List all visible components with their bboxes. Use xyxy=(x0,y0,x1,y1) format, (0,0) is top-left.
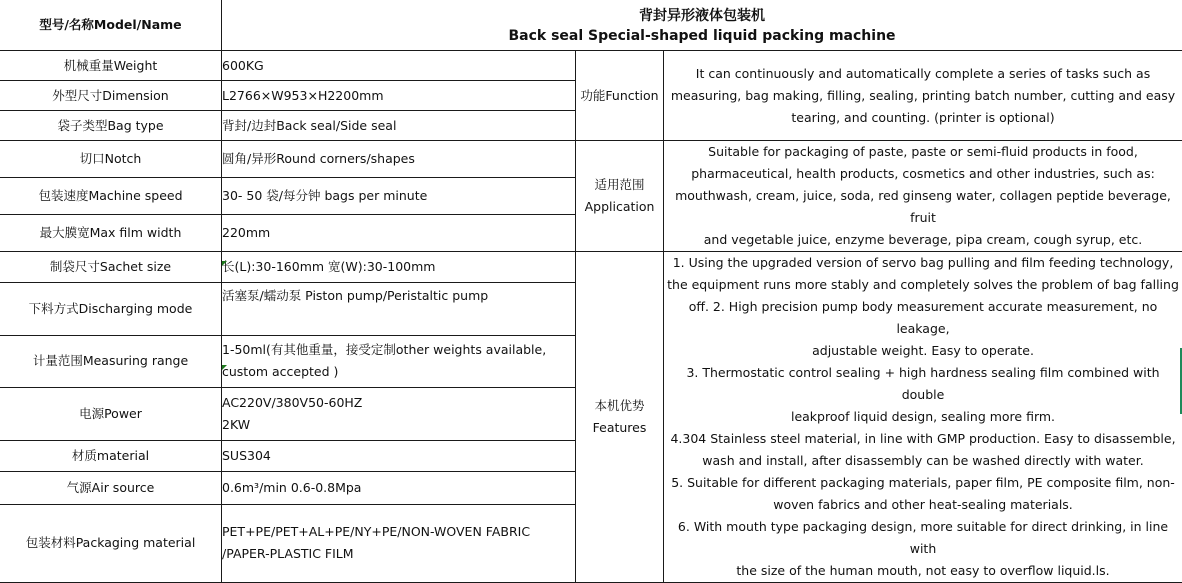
spec-label[interactable]: 制袋尺寸Sachet size xyxy=(0,252,222,283)
features-label[interactable] xyxy=(576,252,664,583)
spec-row xyxy=(0,252,1182,283)
spec-value[interactable] xyxy=(222,388,576,441)
power-line: 2KW xyxy=(222,414,575,436)
spec-label[interactable]: 材质material xyxy=(0,441,222,472)
function-line: tearing, and counting. (printer is optional) xyxy=(664,107,1182,129)
features-line: 5. Suitable for different packaging materials, paper film, PE composite film, non- xyxy=(664,472,1182,494)
features-line: the equipment runs more stably and completely solves the problem of bag falling xyxy=(664,274,1182,296)
features-line: wash and install, after disassembly can be washed directly with water. xyxy=(664,450,1182,472)
power-line: AC220V/380V50-60HZ xyxy=(222,392,575,414)
spec-row xyxy=(0,141,1182,178)
features-line: woven fabrics and other heat-sealing materials. xyxy=(664,494,1182,516)
spec-label[interactable]: 电源Power xyxy=(0,388,222,441)
features-line: the size of the human mouth, not easy to overflow liquid.ls. xyxy=(664,560,1182,582)
model-name-label[interactable]: 型号/名称Model/Name xyxy=(0,0,222,51)
spec-value[interactable]: 长(L):30-160mm 宽(W):30-100mm xyxy=(222,252,576,283)
features-description[interactable] xyxy=(664,252,1182,583)
spec-value[interactable]: 30- 50 袋/每分钟 bags per minute xyxy=(222,178,576,215)
spec-label[interactable]: 下料方式Discharging mode xyxy=(0,282,222,335)
features-line: 3. Thermostatic control sealing + high hardness sealing film combined with double xyxy=(664,362,1182,406)
spec-label[interactable]: 包装材料Packaging material xyxy=(0,504,222,582)
features-label-en: Features xyxy=(576,417,663,439)
spec-label[interactable]: 切口Notch xyxy=(0,141,222,178)
spec-row xyxy=(0,51,1182,81)
spec-value[interactable]: 1-50ml(有其他重量，接受定制other weights available, custom accepted ) xyxy=(222,335,576,388)
packaging-line: PET+PE/PET+AL+PE/NY+PE/NON-WOVEN FABRIC xyxy=(222,521,575,543)
spec-label[interactable]: 外型尺寸Dimension xyxy=(0,81,222,111)
application-label-cn: 适用范围 xyxy=(576,174,663,196)
application-description[interactable] xyxy=(664,141,1182,252)
spec-value[interactable]: 600KG xyxy=(222,51,576,81)
features-line: 4.304 Stainless steel material, in line with GMP production. Easy to disassemble, xyxy=(664,428,1182,450)
spec-value[interactable]: 背封/边封Back seal/Side seal xyxy=(222,111,576,141)
comment-marker-icon[interactable] xyxy=(222,365,227,370)
spec-label[interactable]: 计量范围Measuring range xyxy=(0,335,222,388)
spec-value[interactable]: 0.6m³/min 0.6-0.8Mpa xyxy=(222,471,576,504)
application-line: mouthwash, cream, juice, soda, red ginseng water, collagen peptide beverage, fruit xyxy=(664,185,1182,229)
features-label-cn: 本机优势 xyxy=(576,395,663,417)
spec-label[interactable]: 气源Air source xyxy=(0,471,222,504)
function-description[interactable] xyxy=(664,51,1182,141)
machine-title-cell[interactable] xyxy=(222,0,1182,51)
function-line: measuring, bag making, filling, sealing, printing batch number, cutting and easy xyxy=(664,85,1182,107)
spec-value[interactable]: SUS304 xyxy=(222,441,576,472)
spec-value[interactable]: 220mm xyxy=(222,215,576,252)
comment-marker-icon[interactable] xyxy=(222,261,227,266)
features-line: 6. With mouth type packaging design, more suitable for direct drinking, in line with xyxy=(664,516,1182,560)
spec-value[interactable] xyxy=(222,504,576,582)
spec-value[interactable]: L2766×W953×H2200mm xyxy=(222,81,576,111)
header-row xyxy=(0,0,1182,51)
application-label[interactable] xyxy=(576,141,664,252)
function-label[interactable]: 功能Function xyxy=(576,51,664,141)
application-line: pharmaceutical, health products, cosmetics and other industries, such as: xyxy=(664,163,1182,185)
features-line: adjustable weight. Easy to operate. xyxy=(664,340,1182,362)
machine-title-cn: 背封异形液体包装机 xyxy=(222,4,1182,26)
spec-value[interactable]: 活塞泵/蠕动泵 Piston pump/Peristaltic pump xyxy=(222,282,576,335)
application-label-en: Application xyxy=(576,196,663,218)
spec-label[interactable]: 包装速度Machine speed xyxy=(0,178,222,215)
function-line: It can continuously and automatically complete a series of tasks such as xyxy=(664,63,1182,85)
features-line: 1. Using the upgraded version of servo bag pulling and film feeding technology, xyxy=(664,252,1182,274)
spec-value[interactable]: 圆角/异形Round corners/shapes xyxy=(222,141,576,178)
spec-label[interactable]: 袋子类型Bag type xyxy=(0,111,222,141)
features-line: leakproof liquid design, sealing more firm. xyxy=(664,406,1182,428)
machine-title-en: Back seal Special-shaped liquid packing machine xyxy=(222,26,1182,46)
spec-label[interactable]: 机械重量Weight xyxy=(0,51,222,81)
spec-label[interactable]: 最大膜宽Max film width xyxy=(0,215,222,252)
application-line: and vegetable juice, enzyme beverage, pipa cream, cough syrup, etc. xyxy=(664,229,1182,251)
application-line: Suitable for packaging of paste, paste or semi-fluid products in food, xyxy=(664,141,1182,163)
packaging-line: /PAPER-PLASTIC FILM xyxy=(222,543,575,565)
features-line: off. 2. High precision pump body measurement accurate measurement, no leakage, xyxy=(664,296,1182,340)
